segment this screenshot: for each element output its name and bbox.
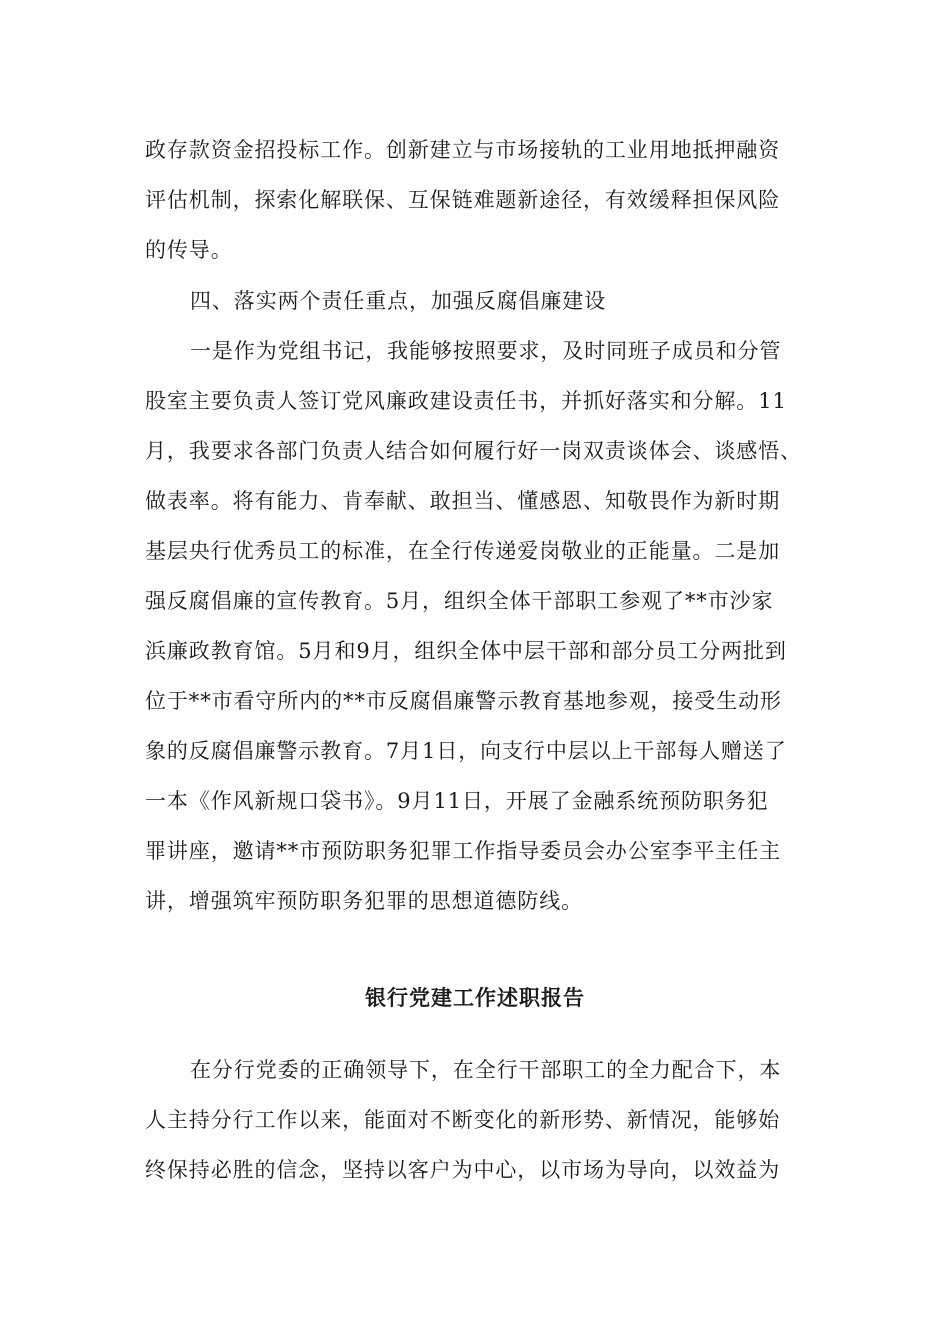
paragraph-line: 终保持必胜的信念，坚持以客户为中心，以市场为导向，以效益为 xyxy=(145,1158,781,1182)
paragraph-line: 人主持分行工作以来，能面对不断变化的新形势、新情况，能够始 xyxy=(145,1108,781,1132)
paragraph-line: 一本《作风新规口袋书》。9月11日，开展了金融系统预防职务犯 xyxy=(145,789,769,813)
paragraph-line: 做表率。将有能力、肯奉献、敢担当、懂感恩、知敬畏作为新时期 xyxy=(145,489,781,513)
paragraph-line: 位于**市看守所内的**市反腐倡廉警示教育基地参观，接受生动形 xyxy=(145,689,782,713)
paragraph-line: 强反腐倡廉的宣传教育。5月，组织全体干部职工参观了**市沙家 xyxy=(145,589,774,613)
paragraph-line: 浜廉政教育馆。5月和9月，组织全体中层干部和部分员工分两批到 xyxy=(145,639,787,663)
paragraph-line: 评估机制，探索化解联保、互保链难题新途径，有效缓释担保风险 xyxy=(145,188,781,212)
paragraph-line: 讲，增强筑牢预防职务犯罪的思想道德防线。 xyxy=(145,889,583,913)
paragraph-line: 象的反腐倡廉警示教育。7月1日，向支行中层以上干部每人赠送了 xyxy=(145,739,787,763)
report-title: 银行党建工作述职报告 xyxy=(365,985,585,1010)
paragraph-line: 股室主要负责人签订党风廉政建设责任书，并抓好落实和分解。11 xyxy=(145,389,787,413)
paragraph-line: 月，我要求各部门负责人结合如何履行好一岗双责谈体会、谈感悟、 xyxy=(145,439,802,463)
paragraph-line: 罪讲座，邀请**市预防职务犯罪工作指导委员会办公室李平主任主 xyxy=(145,839,781,863)
paragraph-line: 的传导。 xyxy=(145,238,233,262)
paragraph-line: 基层央行优秀员工的标准，在全行传递爱岗敬业的正能量。二是加 xyxy=(145,539,781,563)
paragraph-line: 在分行党委的正确领导下，在全行干部职工的全力配合下，本 xyxy=(190,1058,782,1082)
section-heading: 四、落实两个责任重点，加强反腐倡廉建设 xyxy=(190,289,607,313)
paragraph-line: 一是作为党组书记，我能够按照要求，及时同班子成员和分管 xyxy=(190,339,782,363)
paragraph-line: 政存款资金招投标工作。创新建立与市场接轨的工业用地抵押融资 xyxy=(145,138,781,162)
